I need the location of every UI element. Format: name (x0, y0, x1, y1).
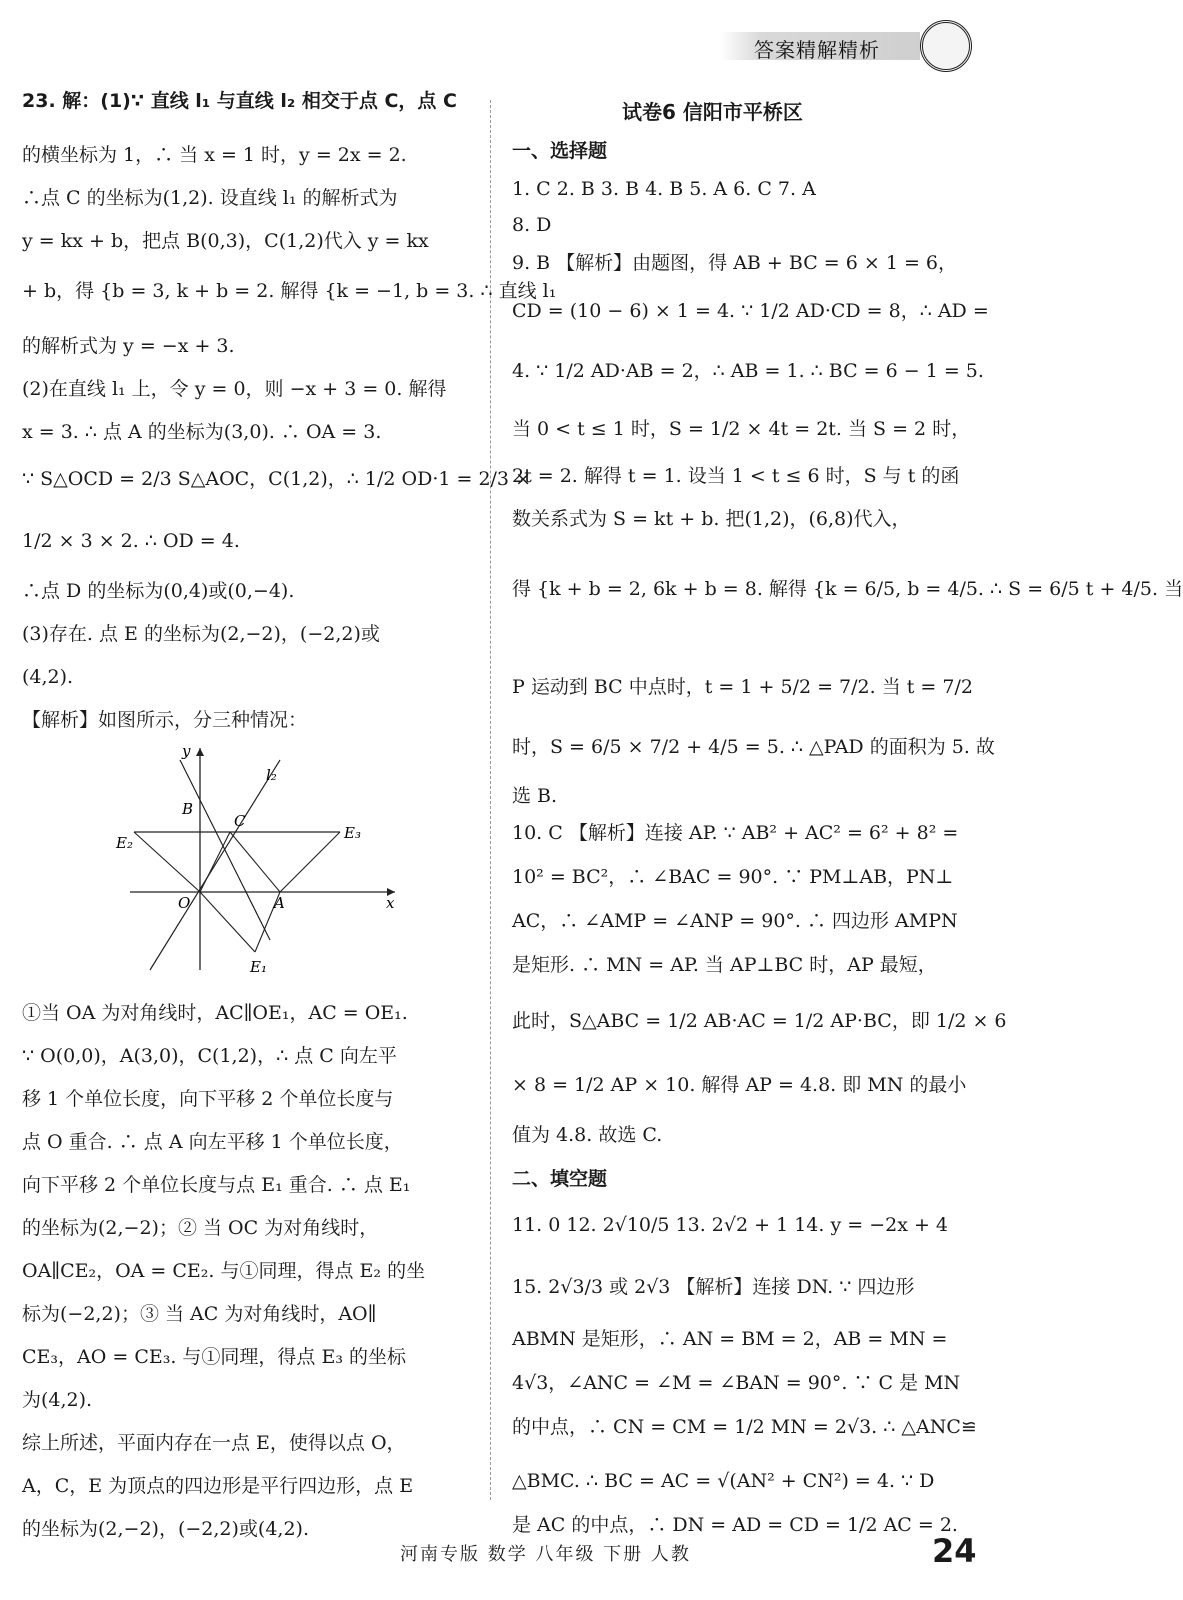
text-line: 【解析】如图所示，分三种情况： (22, 709, 308, 731)
text-line: + b，得 {b = 3, k + b = 2. 解得 {k = −1, b = 3. ∴ 直线 l₁ (22, 280, 557, 302)
text-line: 4. ∵ 1/2 AD·AB = 2，∴ AB = 1. ∴ BC = 6 − 1 = 5. (512, 360, 984, 382)
text-line: 移 1 个单位长度，向下平移 2 个单位长度与 (22, 1088, 394, 1110)
text-line: (2)在直线 l₁ 上，令 y = 0，则 −x + 3 = 0. 解得 (22, 378, 447, 400)
text-line: 是 AC 的中点，∴ DN = AD = CD = 1/2 AC = 2. (512, 1514, 958, 1536)
text-line: 此时，S△ABC = 1/2 AB·AC = 1/2 AP·BC，即 1/2 × 6 (512, 1010, 1007, 1032)
text-line: △BMC. ∴ BC = AC = √(AN² + CN²) = 4. ∵ D (512, 1470, 935, 1492)
label-y: y (182, 742, 191, 760)
segment-c-a (230, 832, 280, 892)
text-line: ABMN 是矩形，∴ AN = BM = 2，AB = MN = (512, 1328, 948, 1350)
coordinate-figure (110, 740, 410, 980)
label-e3: E₃ (344, 824, 361, 842)
text-line: 向下平移 2 个单位长度与点 E₁ 重合. ∴ 点 E₁ (22, 1174, 411, 1196)
text-line: 的坐标为(2,−2)，(−2,2)或(4,2). (22, 1518, 310, 1540)
label-e2: E₂ (116, 834, 133, 852)
text-line: OA∥CE₂，OA = CE₂. 与①同理，得点 E₂ 的坐 (22, 1260, 426, 1282)
text-line: 的横坐标为 1，∴ 当 x = 1 时，y = 2x = 2. (22, 144, 407, 166)
text-line: 的解析式为 y = −x + 3. (22, 335, 235, 357)
text-line: 的坐标为(2,−2)；② 当 OC 为对角线时， (22, 1217, 379, 1239)
text-line: 点 O 重合. ∴ 点 A 向左平移 1 个单位长度， (22, 1131, 403, 1153)
text-line: 9. B 【解析】由题图，得 AB + BC = 6 × 1 = 6， (512, 252, 958, 274)
text-line: 8. D (512, 214, 552, 236)
label-x: x (386, 894, 395, 912)
text-line: CE₃，AO = CE₃. 与①同理，得点 E₃ 的坐标 (22, 1346, 406, 1368)
segment-e3-a (280, 832, 340, 892)
text-line: 1/2 × 3 × 2. ∴ OD = 4. (22, 530, 240, 552)
text-line: (3)存在. 点 E 的坐标为(2,−2)，(−2,2)或 (22, 623, 380, 645)
segment-o-c (200, 832, 230, 892)
text-line: 选 B. (512, 785, 558, 807)
text-line: 15. 2√3/3 或 2√3 【解析】连接 DN. ∵ 四边形 (512, 1276, 915, 1298)
label-a: A (274, 894, 285, 912)
text-line: × 8 = 1/2 AP × 10. 解得 AP = 4.8. 即 MN 的最小 (512, 1074, 967, 1096)
text-line: 时，S = 6/5 × 7/2 + 4/5 = 5. ∴ △PAD 的面积为 5. 故 (512, 736, 995, 758)
text-line: ∵ S△OCD = 2/3 S△AOC，C(1,2)，∴ 1/2 OD·1 = 2/3 × (22, 468, 531, 490)
text-line: 23. 解：(1)∵ 直线 l₁ 与直线 l₂ 相交于点 C，点 C (22, 90, 457, 112)
section-heading: 二、填空题 (512, 1168, 608, 1190)
text-line: 的中点，∴ CN = CM = 1/2 MN = 2√3. ∴ △ANC≌ (512, 1416, 977, 1438)
text-line: 是矩形. ∴ MN = AP. 当 AP⊥BC 时，AP 最短， (512, 954, 937, 976)
footer-text: 河南专版 数学 八年级 下册 人教 (400, 1544, 691, 1565)
label-o: O (178, 894, 191, 912)
text-line: P 运动到 BC 中点时，t = 1 + 5/2 = 7/2. 当 t = 7/2 (512, 676, 973, 698)
text-line: 10. C 【解析】连接 AP. ∵ AB² + AC² = 6² + 8² = (512, 822, 959, 844)
text-line: (4,2). (22, 666, 74, 688)
text-line: 4√3，∠ANC = ∠M = ∠BAN = 90°. ∵ C 是 MN (512, 1372, 961, 1394)
paper-title: 试卷6 信阳市平桥区 (622, 100, 803, 124)
header-title: 答案精解精析 (754, 38, 880, 62)
text-line: ∵ O(0,0)，A(3,0)，C(1,2)，∴ 点 C 向左平 (22, 1045, 397, 1067)
page-header (720, 20, 996, 72)
text-line: 数关系式为 S = kt + b. 把(1,2)，(6,8)代入， (512, 508, 911, 530)
text-line: 11. 0 12. 2√10/5 13. 2√2 + 1 14. y = −2x + 4 (512, 1214, 949, 1236)
text-line: 10² = BC²，∴ ∠BAC = 90°. ∵ PM⊥AB，PN⊥ (512, 866, 954, 888)
text-line: 综上所述，平面内存在一点 E，使得以点 O， (22, 1432, 406, 1454)
text-line: 得 {k + b = 2, 6k + b = 8. 解得 {k = 6/5, b = 4/5. ∴ S = 6/5 t + 4/5. 当 (512, 578, 1183, 600)
segment-e2-o (134, 832, 200, 892)
label-l2: l₂ (266, 766, 277, 784)
text-line: AC，∴ ∠AMP = ∠ANP = 90°. ∴ 四边形 AMPN (512, 910, 958, 932)
text-line: 2t = 2. 解得 t = 1. 设当 1 < t ≤ 6 时，S 与 t 的函 (512, 465, 960, 487)
text-line: 标为(−2,2)；③ 当 AC 为对角线时，AO∥ (22, 1303, 377, 1325)
y-axis-arrow (196, 748, 204, 756)
page-number: 24 (932, 1532, 977, 1570)
text-line: A，C，E 为顶点的四边形是平行四边形，点 E (22, 1475, 414, 1497)
label-e1: E₁ (250, 958, 267, 976)
text-line: 为(4,2). (22, 1389, 93, 1411)
label-b: B (182, 800, 194, 818)
text-line: y = kx + b，把点 B(0,3)，C(1,2)代入 y = kx (22, 230, 429, 252)
text-line: 值为 4.8. 故选 C. (512, 1124, 663, 1146)
text-line: x = 3. ∴ 点 A 的坐标为(3,0). ∴ OA = 3. (22, 421, 382, 443)
section-heading: 一、选择题 (512, 140, 608, 162)
line-l1 (180, 760, 270, 940)
label-c: C (234, 812, 246, 830)
text-line: ①当 OA 为对角线时，AC∥OE₁，AC = OE₁. (22, 1002, 408, 1024)
text-line: ∴点 C 的坐标为(1,2). 设直线 l₁ 的解析式为 (22, 187, 398, 209)
column-divider (490, 100, 491, 1500)
text-line: CD = (10 − 6) × 1 = 4. ∵ 1/2 AD·CD = 8，∴ AD = (512, 300, 989, 322)
text-line: ∴点 D 的坐标为(0,4)或(0,−4). (22, 580, 295, 602)
text-line: 1. C 2. B 3. B 4. B 5. A 6. C 7. A (512, 178, 816, 200)
segment-o-e1 (200, 892, 255, 952)
brand-seal-logo (920, 20, 972, 72)
text-line: 当 0 < t ≤ 1 时，S = 1/2 × 4t = 2t. 当 S = 2 时， (512, 418, 971, 440)
